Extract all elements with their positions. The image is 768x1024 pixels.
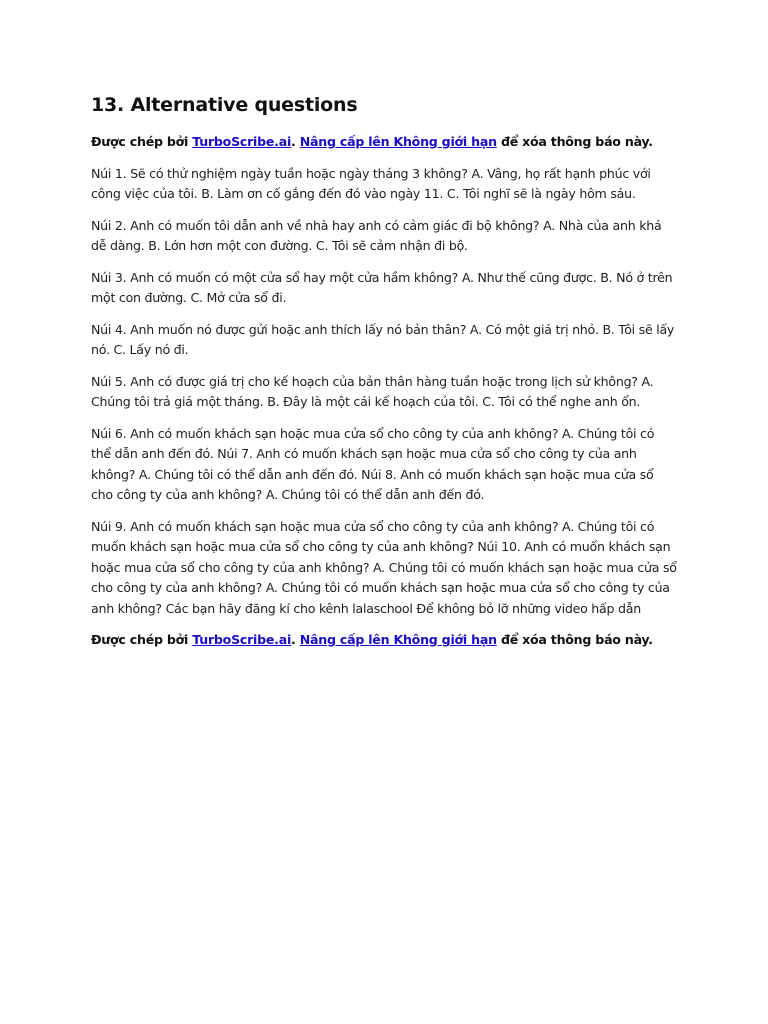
transcription-notice-top: [91, 132, 677, 153]
paragraph-3: Núi 3. Anh có muốn có một cửa sổ hay một cửa hầm không? A. Như thế cũng được. B. Nó ở trên một con đường. C. Mở cửa sổ đi.: [91, 269, 673, 305]
paragraph-4: Núi 4. Anh muốn nó được gửi hoặc anh thích lấy nó bản thân? A. Có một giá trị nhỏ. B. Tôi sẽ lấy nó. C. Lấy nó đi.: [91, 321, 675, 357]
paragraph-2: Núi 2. Anh có muốn tôi dẫn anh về nhà hay anh có cảm giác đi bộ không? A. Nhà của anh khá dễ dàng. B. Lớn hơn một con đường. C. Tôi sẽ cảm nhận đi bộ.: [91, 217, 662, 253]
upgrade-link[interactable]: Nâng cấp lên Không giới hạn: [299, 632, 497, 647]
notice-separator: .: [291, 134, 300, 149]
paragraph-7: Núi 9. Anh có muốn khách sạn hoặc mua cửa sổ cho công ty của anh không? A. Chúng tôi có muốn khách sạn hoặc mua cửa sổ cho công ty của anh không? Núi 10. Anh có muốn khách sạn hoặc mua cửa sổ cho công ty của anh không? A. Chúng tôi có muốn khách sạn hoặc mua cửa sổ cho công ty của anh không? A. Chúng tôi có muốn khách sạn hoặc mua cửa sổ cho công ty của anh không? Các bạn hãy đăng kí cho kênh lalaschool Để không bỏ lỡ những video hấp dẫn: [91, 518, 677, 616]
paragraph-6: Núi 6. Anh có muốn khách sạn hoặc mua cửa sổ cho công ty của anh không? A. Chúng tôi có thể dẫn anh đến đó. Núi 7. Anh có muốn khách sạn hoặc mua cửa sổ cho công ty của anh không? A. Chúng tôi có thể dẫn anh đến đó. Núi 8. Anh có muốn khách sạn hoặc mua cửa sổ cho công ty của anh không? A. Chúng tôi có thể dẫn anh đến đó.: [91, 425, 655, 502]
paragraph-5: Núi 5. Anh có được giá trị cho kế hoạch của bản thân hàng tuần hoặc trong lịch sử không? A. Chúng tôi trả giá một tháng. B. Đây là một cái kế hoạch của tôi. C. Tôi có thể nghe anh ổn.: [91, 373, 654, 409]
turboscribe-link[interactable]: TurboScribe.ai: [192, 134, 292, 149]
paragraph-1: Núi 1. Sẽ có thử nghiệm ngày tuần hoặc ngày tháng 3 không? A. Vâng, họ rất hạnh phúc với công việc của tôi. B. Làm ơn cố gắng đến đó vào ngày 11. C. Tôi nghĩ sẽ là ngày hôm sáu.: [91, 165, 651, 201]
notice-prefix: Được chép bởi: [91, 134, 193, 149]
notice-prefix: Được chép bởi: [91, 632, 193, 647]
notice-separator: .: [291, 632, 300, 647]
notice-suffix: để xóa thông báo này.: [496, 134, 653, 149]
page-title: 13. Alternative questions: [91, 94, 358, 116]
upgrade-link[interactable]: Nâng cấp lên Không giới hạn: [299, 134, 497, 149]
notice-suffix: để xóa thông báo này.: [496, 632, 653, 647]
turboscribe-link[interactable]: TurboScribe.ai: [192, 632, 292, 647]
transcription-notice-bottom: [91, 630, 677, 651]
